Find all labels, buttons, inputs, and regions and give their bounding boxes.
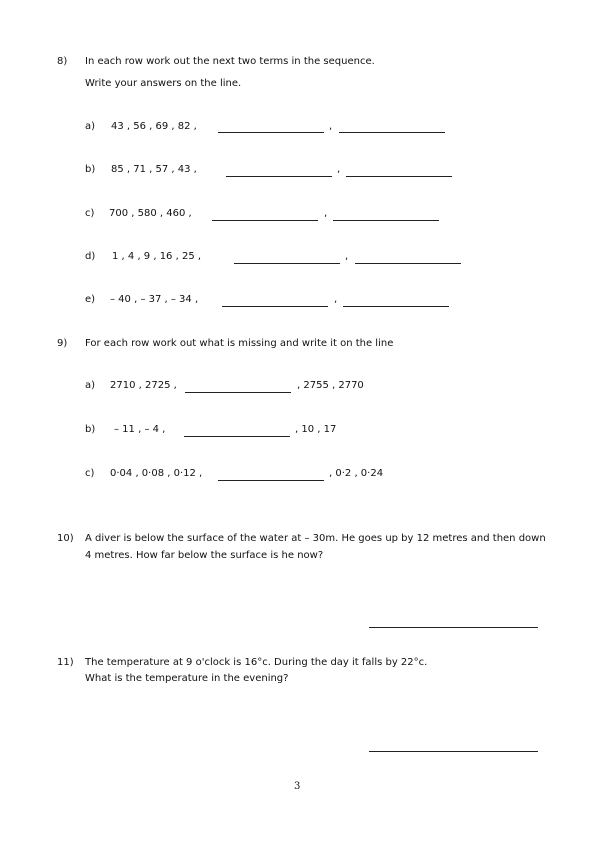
sequence-label: a) [85, 121, 96, 132]
sequence-terms: 43 , 56 , 69 , 82 , [111, 121, 197, 132]
sequence-terms: 700 , 580 , 460 , [109, 208, 192, 219]
sequence-terms-after: , 0·2 , 0·24 [329, 468, 384, 479]
sequence-label: b) [85, 424, 96, 435]
sequence-terms: – 40 , – 37 , – 34 , [110, 294, 199, 305]
sequence-label: b) [85, 164, 96, 175]
question-9-instruction: For each row work out what is missing and write it on the line [85, 338, 394, 349]
sequence-separator: , [334, 294, 338, 305]
answer-line[interactable] [212, 220, 318, 221]
sequence-terms-after: , 10 , 17 [295, 424, 337, 435]
question-9-number: 9) [57, 338, 68, 349]
question-11-number: 11) [57, 657, 74, 668]
answer-line[interactable] [218, 132, 324, 133]
answer-line[interactable] [346, 176, 452, 177]
answer-line[interactable] [355, 263, 461, 264]
answer-line[interactable] [333, 220, 439, 221]
question-10-text: A diver is below the surface of the water at – 30m. He goes up by 12 metres and then down [85, 533, 546, 544]
sequence-terms-before: 2710 , 2725 , [110, 380, 177, 391]
sequence-terms: 85 , 71 , 57 , 43 , [111, 164, 197, 175]
sequence-label: c) [85, 468, 95, 479]
sequence-label: c) [85, 208, 95, 219]
answer-line[interactable] [226, 176, 332, 177]
sequence-separator: , [337, 164, 341, 175]
sequence-terms-after: , 2755 , 2770 [297, 380, 364, 391]
question-11-text-2: What is the temperature in the evening? [85, 673, 289, 684]
sequence-label: e) [85, 294, 96, 305]
sequence-terms: 1 , 4 , 9 , 16 , 25 , [112, 251, 202, 262]
answer-line[interactable] [184, 436, 290, 437]
answer-line[interactable] [339, 132, 445, 133]
question-8-instruction-2: Write your answers on the line. [85, 78, 242, 89]
question-10-text-2: 4 metres. How far below the surface is he now? [85, 550, 324, 561]
sequence-label: d) [85, 251, 96, 262]
question-8-number: 8) [57, 56, 68, 67]
answer-line[interactable] [343, 306, 449, 307]
answer-line[interactable] [369, 627, 538, 628]
answer-line[interactable] [234, 263, 340, 264]
answer-line[interactable] [218, 480, 324, 481]
question-8-instruction: In each row work out the next two terms in the sequence. [85, 56, 375, 67]
sequence-separator: , [345, 251, 349, 262]
sequence-separator: , [329, 121, 333, 132]
page-number: 3 [294, 781, 301, 792]
question-10-number: 10) [57, 533, 74, 544]
answer-line[interactable] [185, 392, 291, 393]
answer-line[interactable] [222, 306, 328, 307]
sequence-separator: , [324, 208, 328, 219]
answer-line[interactable] [369, 751, 538, 752]
question-11-text: The temperature at 9 o'clock is 16°c. During the day it falls by 22°c. [85, 657, 428, 668]
sequence-label: a) [85, 380, 96, 391]
sequence-terms-before: 0·04 , 0·08 , 0·12 , [110, 468, 203, 479]
sequence-terms-before: – 11 , – 4 , [114, 424, 166, 435]
